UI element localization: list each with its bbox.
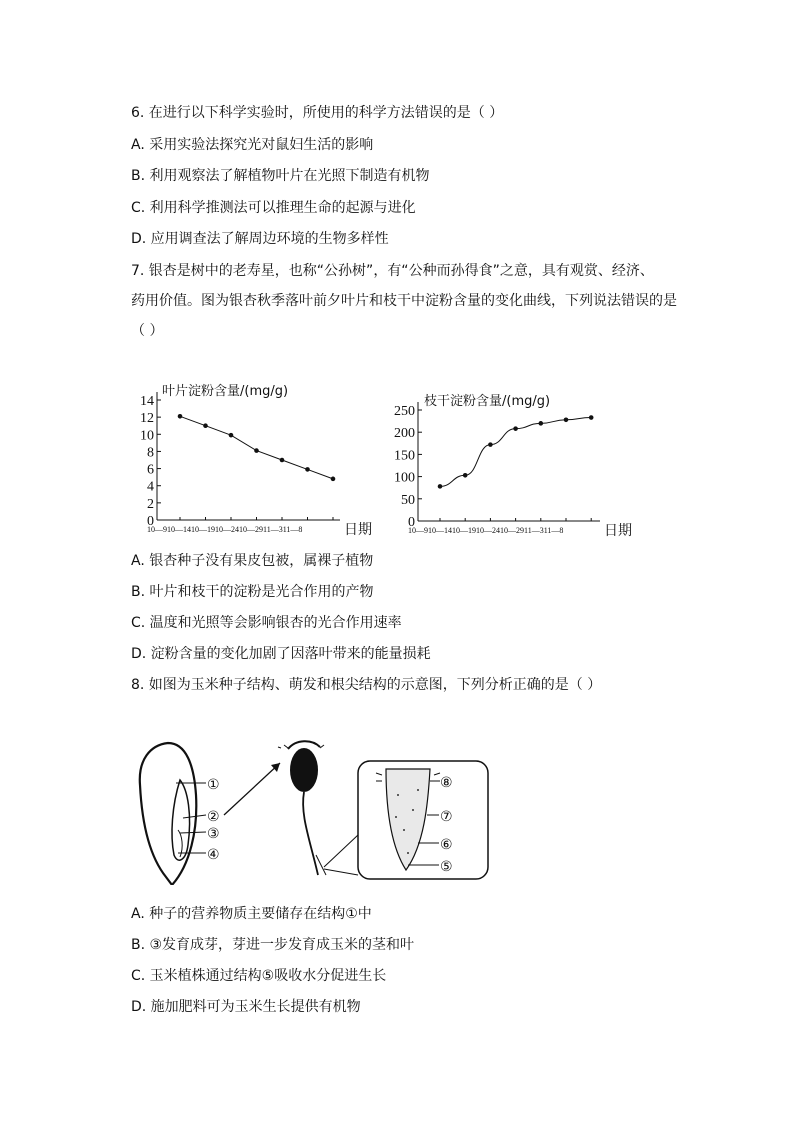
label-2: ② (207, 809, 220, 825)
q7-option-c: C. 温度和光照等会影响银杏的光合作用速率 (131, 615, 402, 631)
branch-starch-chart (388, 388, 650, 543)
data-point (438, 484, 443, 489)
y-tick-label: 4 (147, 479, 154, 495)
data-point (488, 442, 493, 447)
leaf-starch-chart (130, 378, 390, 543)
seedling-seed (290, 748, 318, 792)
q6-option-d: D. 应用调查法了解周边环境的生物多样性 (131, 231, 389, 247)
q6-option-a: A. 采用实验法探究光对鼠妇生活的影响 (131, 137, 374, 153)
corn-seed-figure (128, 735, 493, 885)
q7-stem-line-3: （ ） (131, 323, 164, 339)
x-axis-label: 日期 (344, 522, 372, 538)
q8-option-a: A. 种子的营养物质主要储存在结构①中 (131, 906, 372, 922)
y-tick-label: 8 (147, 445, 154, 461)
data-point (463, 473, 468, 478)
data-point (305, 467, 310, 472)
q7-option-a: A. 银杏种子没有果皮包被，属裸子植物 (131, 553, 374, 569)
data-point (254, 448, 259, 453)
y-tick-label: 6 (147, 462, 154, 478)
label-7: ⑦ (440, 809, 453, 825)
q7-option-d: D. 淀粉含量的变化加剧了因落叶带来的能量损耗 (131, 646, 431, 662)
data-point (280, 458, 285, 463)
data-point (229, 433, 234, 438)
q8-option-b: B. ③发育成芽，芽进一步发育成玉米的茎和叶 (131, 937, 415, 953)
q8-option-d: D. 施加肥料可为玉米生长提供有机物 (131, 999, 361, 1015)
y-tick-label: 50 (401, 492, 415, 508)
x-tick-labels: 10—910—1410—1910—2410—2911—311—8 (147, 525, 303, 534)
label-4: ④ (207, 847, 220, 863)
data-point (178, 414, 183, 419)
y-tick-label: 0 (408, 515, 415, 530)
seed-embryo (172, 780, 190, 860)
q7-stem-line-1: 7. 银杏是树中的老寿星，也称“公孙树”，有“公种而孙得食”之意，具有观赏、经济、 (131, 263, 654, 279)
q7-stem-line-2: 药用价值。图为银杏秋季落叶前夕叶片和枝干中淀粉含量的变化曲线，下列说法错误的是 (131, 293, 677, 309)
x-axis-label: 日期 (604, 523, 632, 539)
q6-option-c: C. 利用科学推测法可以推理生命的起源与进化 (131, 200, 416, 216)
data-point (539, 421, 544, 426)
x-tick-labels: 10—910—1410—1910—2410—2911—311—8 (408, 526, 564, 535)
chart-title: 枝干淀粉含量/(mg/g) (424, 394, 551, 409)
y-tick-label: 0 (147, 514, 154, 529)
y-tick-label: 150 (394, 448, 415, 464)
label-3: ③ (207, 826, 220, 842)
q7-option-b: B. 叶片和枝干的淀粉是光合作用的产物 (131, 584, 374, 600)
y-tick-label: 2 (147, 496, 154, 512)
seed-outline (140, 743, 197, 885)
data-point (589, 415, 594, 420)
data-point (564, 417, 569, 422)
y-tick-label: 250 (394, 404, 415, 419)
data-point (203, 423, 208, 428)
q6-stem: 6. 在进行以下科学实验时，所使用的科学方法错误的是（ ） (131, 105, 504, 121)
y-tick-label: 12 (140, 411, 154, 427)
y-tick-label: 10 (140, 428, 154, 444)
chart-title: 叶片淀粉含量/(mg/g) (162, 384, 289, 399)
y-tick-label: 200 (394, 426, 415, 442)
series-line (180, 416, 333, 479)
data-point (331, 477, 336, 482)
q6-option-b: B. 利用观察法了解植物叶片在光照下制造有机物 (131, 168, 430, 184)
label-1: ① (207, 777, 220, 793)
label-6: ⑥ (440, 837, 453, 853)
y-tick-label: 100 (394, 470, 415, 486)
q8-option-c: C. 玉米植株通过结构⑤吸收水分促进生长 (131, 968, 387, 984)
y-tick-label: 14 (140, 394, 154, 409)
q8-stem: 8. 如图为玉米种子结构、萌发和根尖结构的示意图，下列分析正确的是（ ） (131, 677, 602, 693)
root-tip (386, 769, 430, 870)
label-8: ⑧ (440, 775, 453, 791)
data-point (513, 426, 518, 431)
label-5: ⑤ (440, 859, 453, 875)
